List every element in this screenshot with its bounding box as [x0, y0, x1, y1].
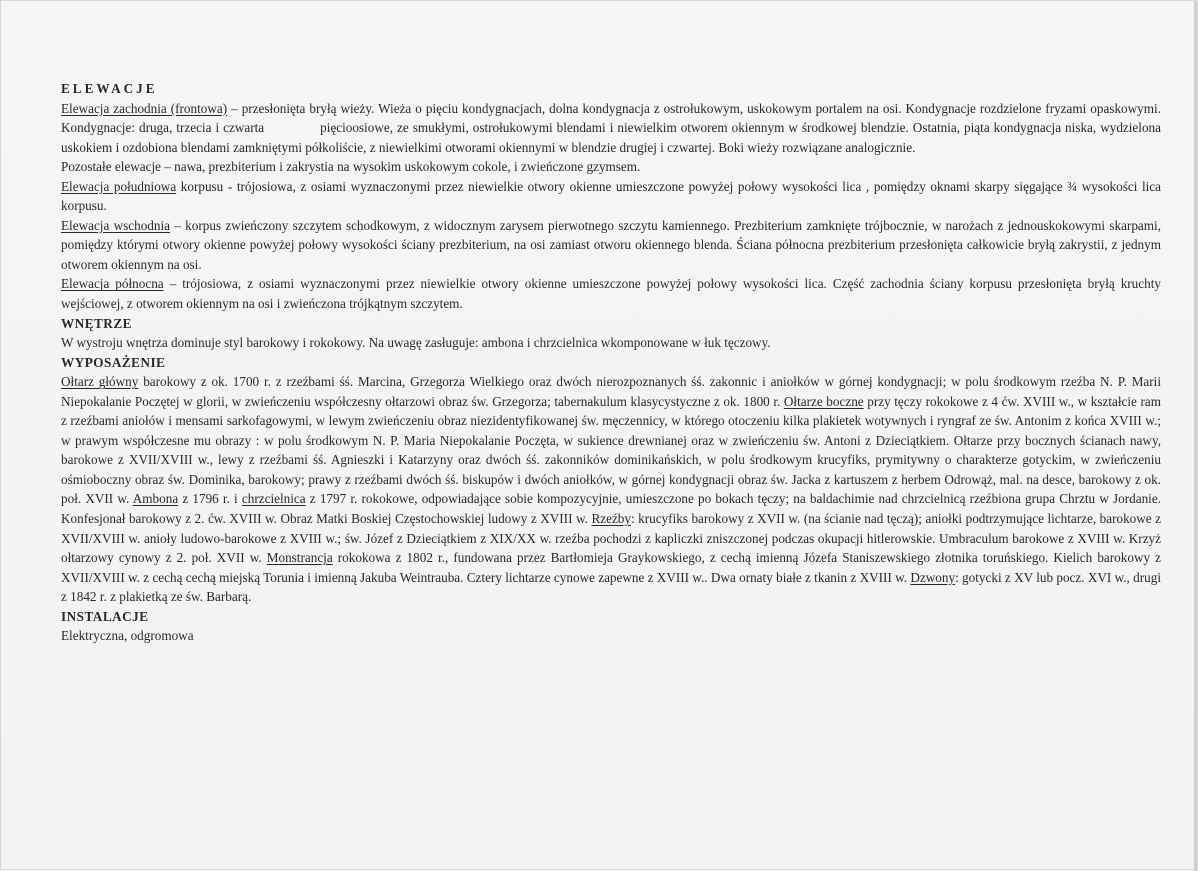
label-monstrancja: Monstrancja — [266, 550, 333, 566]
paragraph-wnetrze: W wystroju wnętrza dominuje styl barokowy i rokokowy. Na uwagę zasługuje: ambona i chrzcielnica wkomponowane w łuk tęczowy. — [61, 335, 771, 351]
paragraph-wyposazenie — [61, 372, 1161, 607]
text-elewacja-zachodnia-b: pięcioosiowe, ze smukłymi, ostrołukowymi blendami i niewielkim otworem okiennym w środkowej blendzie. Ostatnia, piąta kondygnacja niska, wydzielona uskokiem i ozdobiona blendami zamkniętymi półkoliście, z niewielkimi otworami okiennymi w blendzie drugiej i czwartej. Boki wieży rozwiązane analogicznie. — [61, 120, 1161, 155]
label-chrzcielnica: chrzcielnica — [241, 491, 306, 507]
paragraph-elewacja-poludniowa — [61, 177, 1161, 216]
heading-instalacje: INSTALACJE — [61, 608, 149, 624]
heading-wnetrze: WNĘTRZE — [61, 315, 132, 331]
label-elewacja-polnocna: Elewacja północna — [61, 276, 164, 292]
label-elewacja-poludniowa: Elewacja południowa — [61, 178, 177, 194]
label-dzwony: Dzwony — [910, 569, 956, 585]
text-oltarze-boczne: przy tęczy rokokowe z 4 ćw. XVIII w., w kształcie ram z rzeźbami aniołów i mensami sarkofagowymi, w lewym zwieńczeniu obraz niezidentyfikowanej św. męczennicy, w którego otoczeniu kilka plakietek wotywnych i ryngraf ze św. Antonim z końca XVIII w.; w prawym współczesne mu obrazy : w polu środkowym N. P. Maria Niepokalanie Poczęta, w sukience drewnianej oraz w zwieńczeniu św. Antoni z Dzieciątkiem. Ołtarze przy bocznych ścianach nawy, barokowe z XVII/XVIII w., lewy z rzeźbami śś. Agnieszki i Katarzyny oraz dwóch śś. zakonników dominikańskich, w polu środkowym krucyfiks, prymitywny o charakterze gotyckim, w zwieńczeniu ośmioboczny obraz św. Dominika, barokowy; prawy z rzeźbami dwóch śś. biskupów i dwóch aniołków, w górnej kondygnacji obraz św. Jacka z kartuszem z herbem Odrowąż, mal. na desce, barokowy z ok. poł. XVII w. — [61, 393, 1161, 507]
paragraph-elewacja-wschodnia — [61, 216, 1161, 275]
text-elewacja-zachodnia-a: – przesłonięta bryłą wieży. Wieża o pięciu kondygnacjach, dolna kondygnacja z ostrołukowym, uskokowym portalem na osi. Kondygnacje rozdzielone fryzami opaskowymi. Kondygnacje: druga, trzecia i czwarta — [61, 100, 1161, 136]
text-elewacja-polnocna: – trójosiowa, z osiami wyznaczonymi przez niewielkie otwory okienne umieszczone powyżej połowy wysokości lica. Część zachodnia ściany korpusu przesłonięta bryłą kruchty wejściowej, z otworem okiennym na osi i zwieńczona trójkątnym szczytem. — [61, 276, 1161, 312]
text-elewacja-wschodnia: – korpus zwieńczony szczytem schodkowym, z widocznym zarysem pierwotnego szczytu kamiennego. Prezbiterium zamknięte trójbocznie, w narożach z jednouskokowymi skarpami, pomiędzy którymi otwory okienne powyżej połowy wysokości ściany prezbiterium, na osi zamiast otworu okiennego blenda. Ściana północna prezbiterium przesłonięta całkowicie bryłą zakrystii, z jednym otworem okiennym na osi. — [61, 217, 1161, 272]
text-monstrancja: rokokowa z 1802 r., fundowana przez Bartłomieja Graykowskiego, z cechą imienną Józefa Staniszewskiego złotnika toruńskiego. Kielich barokowy z XVII/XVIII w. z cechą cechą miejską Torunia i imienną Jakuba Weintrauba. Cztery lichtarze cynowe zapewne z XVIII w.. Dwa ornaty białe z tkanin z XVIII w. — [61, 550, 1161, 585]
label-elewacja-zachodnia: Elewacja zachodnia (frontowa) — [61, 100, 228, 116]
text-rzezby: : krucyfiks barokowy z XVII w. (na ścianie nad tęczą); aniołki podtrzymujące lichtarze, barokowe z XVII/XVIII w. anioły ludowo-barokowe z XVIII w.; św. Józef z Dzieciątkiem z XIX/XX w. rzeźba pochodzi z kapliczki zniszczonej podczas okupacji hitlerowskie. Umbraculum barokowe z XVIII w. Krzyż ołtarzowy cynowy z 2. poł. XVII w. — [61, 511, 1161, 566]
text-oltarz-glowny: barokowy z ok. 1700 r. z rzeźbami śś. Marcina, Grzegorza Wielkiego oraz dwóch nierozpoznanych śś. zakonnic i aniołków w górnej kondygnacji; w polu środkowym rzeźba N. P. Marii Niepokalanie Poczętej w glorii, w zwieńczeniu współczesny ołtarzowi obraz św. Grzegorza; tabernakulum klasycystyczne z ok. 1800 r. — [61, 374, 1162, 409]
text-chrzcielnica: z 1797 r. rokokowe, odpowiadające sobie kompozycyjnie, umieszczone po bokach tęczy; na baldachimie nad chrzcielnicą rzeźbiona grupa Chrztu w Jordanie. Konfesjonał barokowy z 2. ćw. XVIII w. Obraz Matki Boskiej Częstochowskiej ludowy z XVIII w. — [61, 491, 1161, 527]
paragraph-elewacja-polnocna — [61, 274, 1161, 313]
page-edge — [1194, 1, 1197, 871]
paragraph-elewacja-zachodnia — [61, 99, 1161, 158]
text-ambona: z 1796 r. i — [178, 491, 242, 507]
label-oltarz-glowny: Ołtarz główny — [61, 374, 139, 390]
label-oltarze-boczne: Ołtarze boczne — [783, 393, 864, 409]
label-elewacja-wschodnia: Elewacja wschodnia — [61, 217, 171, 233]
text-dzwony: : gotycki z XV lub pocz. XVI w., drugi z 1842 r. z plakietką ze św. Barbarą. — [61, 569, 1161, 605]
paragraph-pozostale-elewacje: Pozostałe elewacje – nawa, prezbiterium i zakrystia na wysokim uskokowym cokole, i zwieńczone gzymsem. — [61, 159, 641, 175]
document-body — [61, 79, 1161, 646]
paragraph-instalacje: Elektryczna, odgromowa — [61, 628, 194, 644]
heading-wyposazenie: WYPOSAŻENIE — [61, 354, 166, 370]
label-ambona: Ambona — [132, 491, 179, 507]
label-rzezby: Rzeźby — [591, 511, 631, 527]
text-elewacja-poludniowa: korpusu - trójosiowa, z osiami wyznaczonymi przez niewielkie otwory okienne umieszczone powyżej połowy wysokości lica , pomiędzy oknami skarpy sięgające ¾ wysokości lica korpusu. — [61, 178, 1161, 214]
heading-elewacje: ELEWACJE — [61, 81, 158, 96]
